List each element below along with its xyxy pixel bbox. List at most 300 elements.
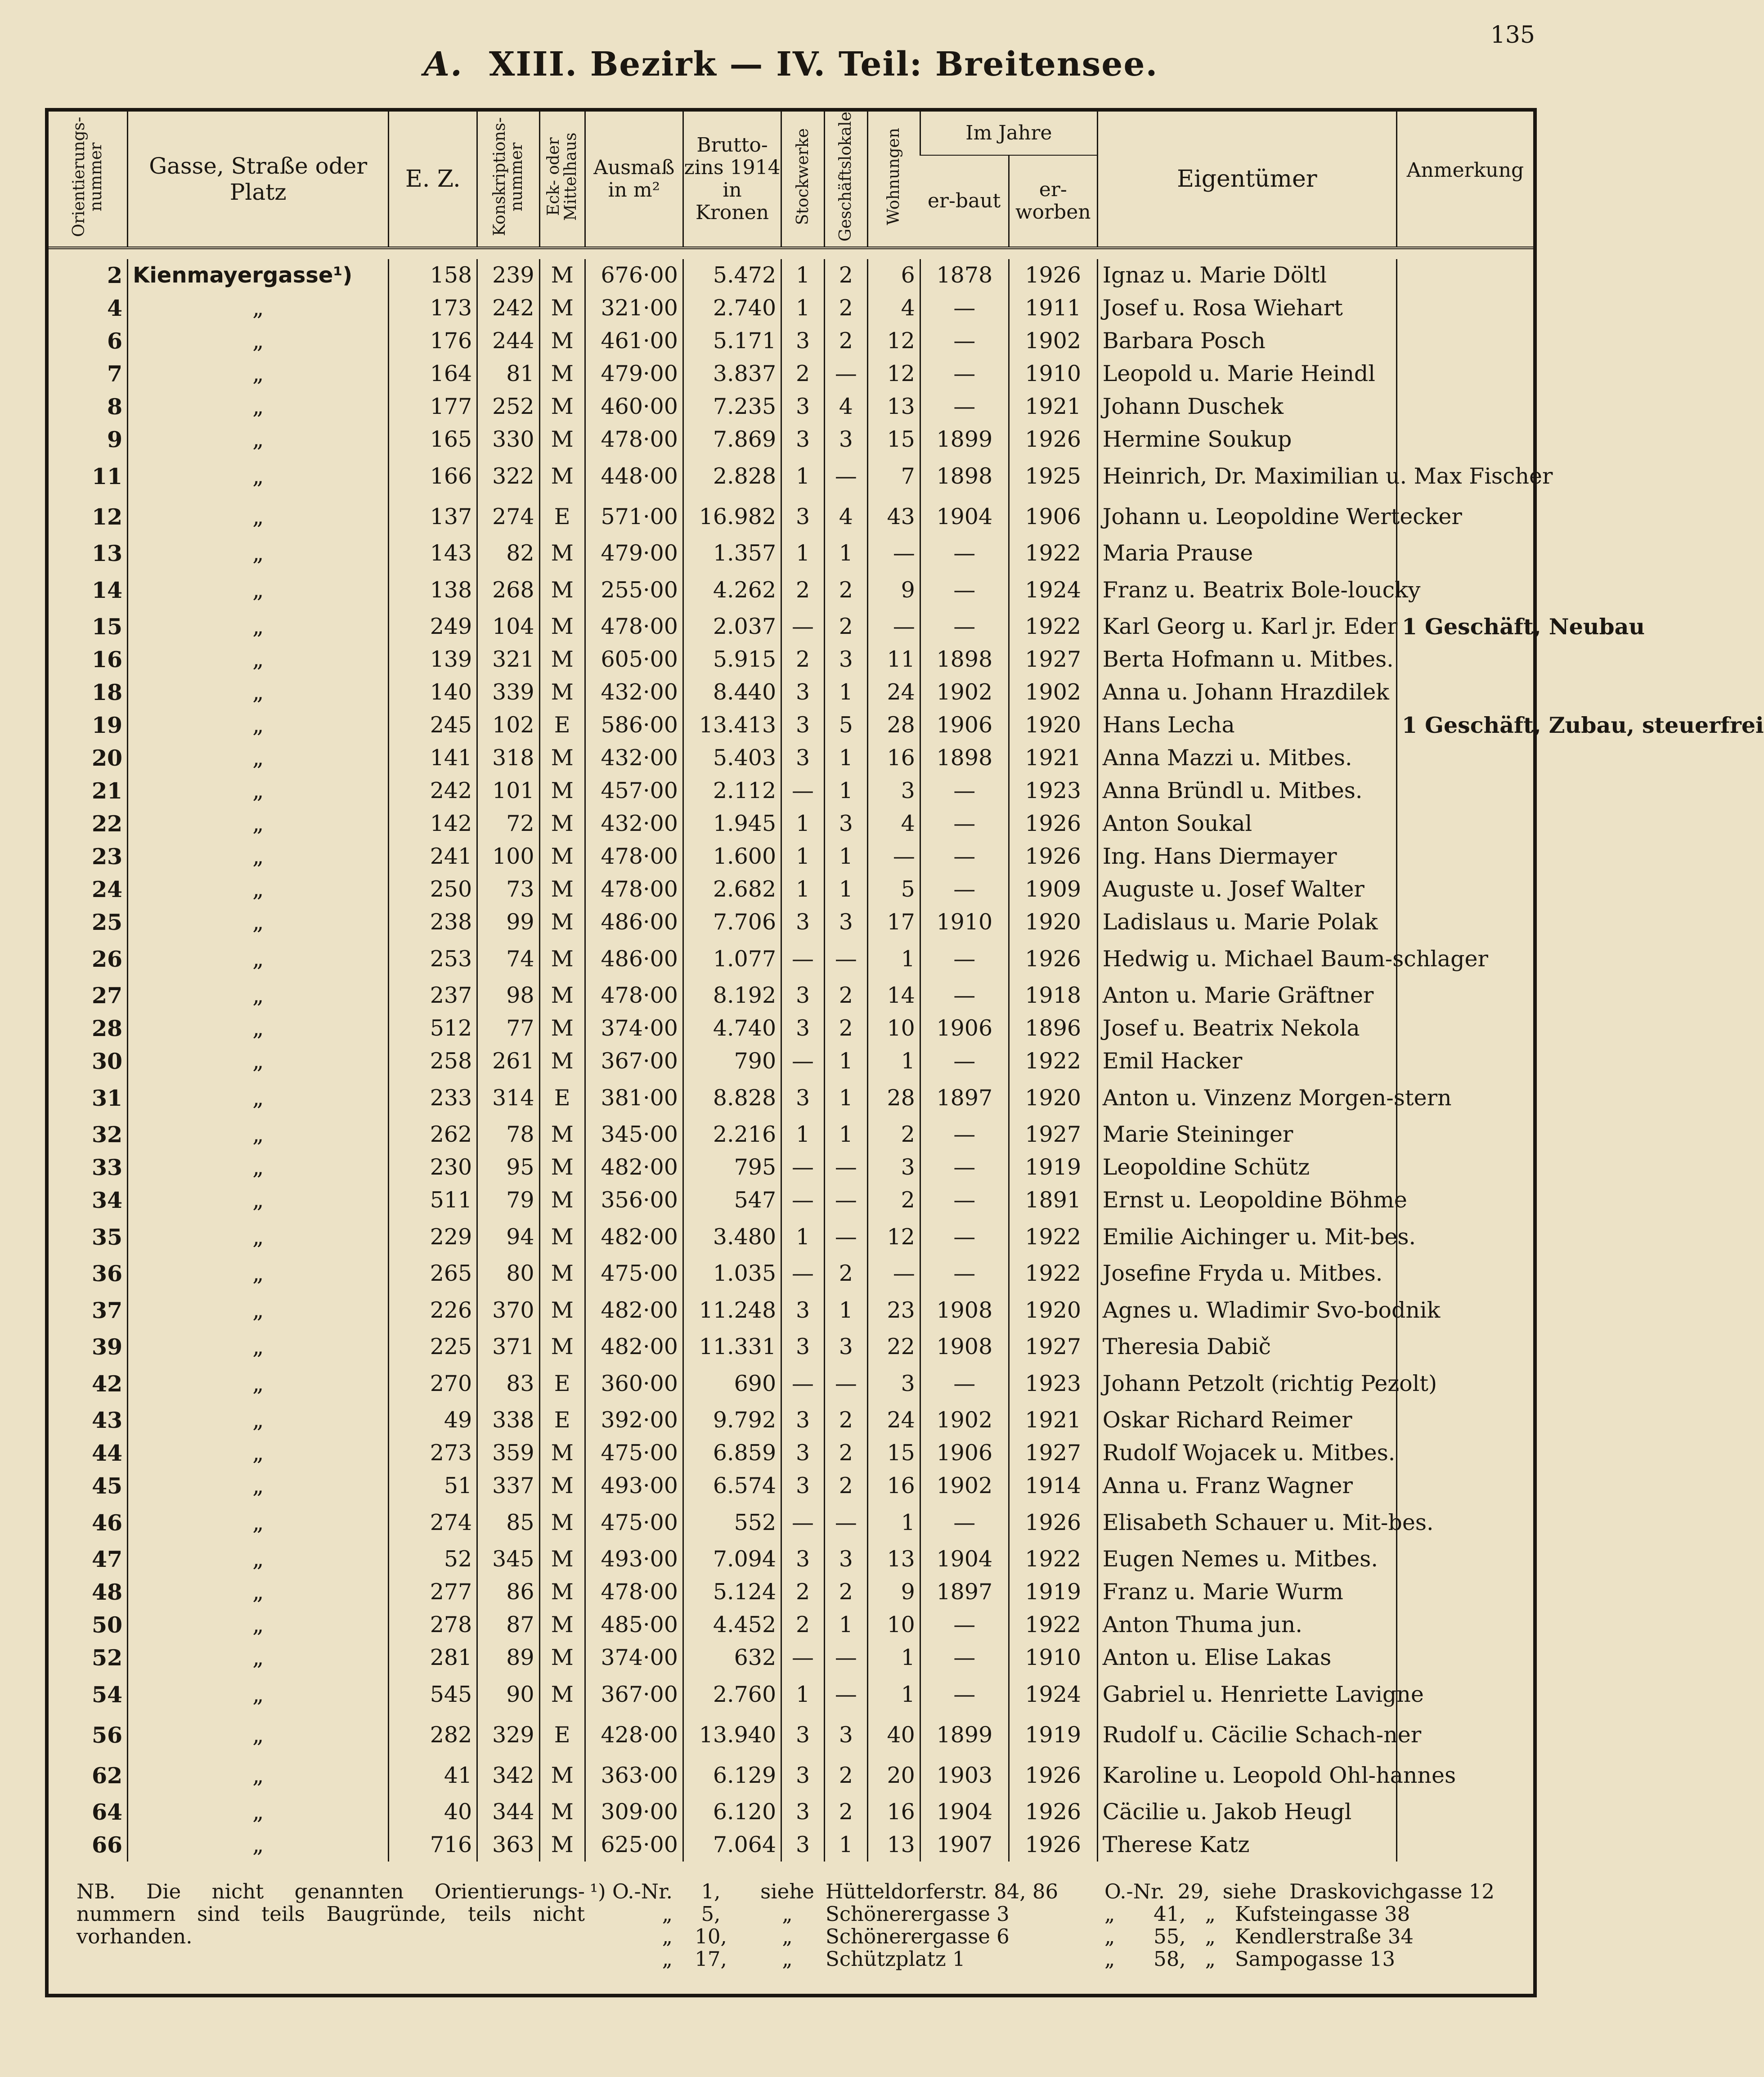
table-row xyxy=(49,497,1533,537)
area-cell: 625·00 xyxy=(585,1829,683,1862)
footnote-d: Schützplatz 1 xyxy=(826,1947,965,1971)
erbaut-cell: 1906 xyxy=(920,1012,1009,1045)
zins-cell: 7.094 xyxy=(683,1543,781,1576)
ez-cell: 281 xyxy=(389,1642,477,1674)
stockwerke-cell: 3 xyxy=(781,979,825,1012)
area-cell: 432·00 xyxy=(585,742,683,775)
note-cell xyxy=(1397,423,1534,456)
konskription-cell: 371 xyxy=(477,1331,539,1364)
area-cell: 605·00 xyxy=(585,643,683,676)
erbaut-cell: 1899 xyxy=(920,1715,1009,1755)
zins-cell: 1.945 xyxy=(683,807,781,840)
wohnungen-cell: 13 xyxy=(867,1829,920,1862)
zins-cell: 4.452 xyxy=(683,1609,781,1642)
erworben-cell: 1926 xyxy=(1009,1796,1097,1829)
footnote-row xyxy=(569,1924,1414,1948)
area-cell: 479·00 xyxy=(585,358,683,390)
table-row xyxy=(49,570,1533,610)
eck-mittel-cell: M xyxy=(539,939,585,979)
table-row xyxy=(49,1012,1533,1045)
erbaut-cell: — xyxy=(920,570,1009,610)
ez-cell: 237 xyxy=(389,979,477,1012)
geschaeft-cell: 3 xyxy=(824,1715,867,1755)
eck-mittel-cell: M xyxy=(539,1184,585,1217)
eck-mittel-cell: M xyxy=(539,1437,585,1470)
area-cell: 478·00 xyxy=(585,1576,683,1609)
eck-mittel-cell: M xyxy=(539,1290,585,1331)
zins-cell: 552 xyxy=(683,1503,781,1543)
erworben-cell: 1909 xyxy=(1009,873,1097,906)
note-cell xyxy=(1397,873,1534,906)
owner-cell: Franz u. Marie Wurm xyxy=(1097,1576,1396,1609)
erbaut-cell: — xyxy=(920,325,1009,358)
row-number: 42 xyxy=(91,1370,123,1397)
wohnungen-cell: 9 xyxy=(867,1576,920,1609)
ez-cell: 51 xyxy=(389,1470,477,1503)
ez-cell: 165 xyxy=(389,423,477,456)
erworben-cell: 1926 xyxy=(1009,939,1097,979)
ez-cell: 512 xyxy=(389,1012,477,1045)
erbaut-cell: 1898 xyxy=(920,643,1009,676)
table-row xyxy=(49,1543,1533,1576)
geschaeft-cell: 4 xyxy=(824,390,867,423)
eck-mittel-cell: M xyxy=(539,610,585,643)
eck-mittel-cell: E xyxy=(539,1078,585,1118)
stockwerke-cell: 3 xyxy=(781,676,825,709)
title-text: XIII. Bezirk — IV. Teil: Breitensee. xyxy=(489,45,1158,84)
zins-cell: 7.706 xyxy=(683,906,781,939)
eck-mittel-cell: M xyxy=(539,906,585,939)
zins-cell: 6.859 xyxy=(683,1437,781,1470)
ez-cell: 49 xyxy=(389,1404,477,1437)
stockwerke-cell: 1 xyxy=(781,873,825,906)
header-anmerkung: Anmerkung xyxy=(1397,112,1534,248)
area-cell: 478·00 xyxy=(585,610,683,643)
zins-cell: 5.472 xyxy=(683,259,781,292)
erworben-cell: 1922 xyxy=(1009,1543,1097,1576)
stockwerke-cell: — xyxy=(781,1151,825,1184)
owner-cell: Ladislaus u. Marie Polak xyxy=(1097,906,1396,939)
area-cell: 475·00 xyxy=(585,1503,683,1543)
row-number: 54 xyxy=(91,1681,123,1708)
street-name: „ xyxy=(128,1217,389,1257)
ez-cell: 233 xyxy=(389,1078,477,1118)
table-row xyxy=(49,1470,1533,1503)
wohnungen-cell: 1 xyxy=(867,1503,920,1543)
ez-cell: 226 xyxy=(389,1290,477,1331)
eck-mittel-cell: M xyxy=(539,873,585,906)
erbaut-cell: — xyxy=(920,939,1009,979)
ez-cell: 273 xyxy=(389,1437,477,1470)
table-row xyxy=(49,1217,1533,1257)
table-row xyxy=(49,1437,1533,1470)
wohnungen-cell: 1 xyxy=(867,1674,920,1715)
stockwerke-cell: 3 xyxy=(781,1715,825,1755)
ez-cell: 250 xyxy=(389,873,477,906)
ez-cell: 138 xyxy=(389,570,477,610)
area-cell: 345·00 xyxy=(585,1118,683,1151)
footnote-row xyxy=(569,1902,1410,1926)
table-row xyxy=(49,456,1533,497)
footnote-e: „ 58, „ Sampogasse 13 xyxy=(1104,1947,1396,1971)
erworben-cell: 1921 xyxy=(1009,742,1097,775)
row-number: 19 xyxy=(91,712,123,739)
ez-cell: 141 xyxy=(389,742,477,775)
row-number: 56 xyxy=(91,1722,123,1748)
street-name: „ xyxy=(128,390,389,423)
eck-mittel-cell: M xyxy=(539,1045,585,1078)
geschaeft-cell: 1 xyxy=(824,775,867,807)
erworben-cell: 1922 xyxy=(1009,537,1097,570)
erbaut-cell: — xyxy=(920,610,1009,643)
street-name: „ xyxy=(128,840,389,873)
note-cell xyxy=(1397,979,1534,1012)
area-cell: 676·00 xyxy=(585,259,683,292)
wohnungen-cell: 16 xyxy=(867,1470,920,1503)
geschaeft-cell: — xyxy=(824,456,867,497)
konskription-cell: 72 xyxy=(477,807,539,840)
eck-mittel-cell: M xyxy=(539,1755,585,1796)
ez-cell: 258 xyxy=(389,1045,477,1078)
header-gasse: Gasse, Straße oder Platz xyxy=(128,112,389,248)
konskription-cell: 73 xyxy=(477,873,539,906)
row-number: 62 xyxy=(91,1762,123,1789)
street-name: „ xyxy=(128,1503,389,1543)
table-row xyxy=(49,1404,1533,1437)
erworben-cell: 1919 xyxy=(1009,1576,1097,1609)
street-name: „ xyxy=(128,1755,389,1796)
erworben-cell: 1927 xyxy=(1009,643,1097,676)
area-cell: 475·00 xyxy=(585,1257,683,1290)
page-number: 135 xyxy=(1490,22,1535,49)
street-name: „ xyxy=(128,709,389,742)
owner-cell: Marie Steininger xyxy=(1097,1118,1396,1151)
erworben-cell: 1924 xyxy=(1009,570,1097,610)
konskription-cell: 81 xyxy=(477,358,539,390)
ez-cell: 173 xyxy=(389,292,477,325)
wohnungen-cell: 1 xyxy=(867,1045,920,1078)
area-cell: 493·00 xyxy=(585,1543,683,1576)
row-number: 33 xyxy=(91,1154,123,1181)
eck-mittel-cell: M xyxy=(539,390,585,423)
geschaeft-cell: 2 xyxy=(824,1755,867,1796)
geschaeft-cell: — xyxy=(824,1364,867,1404)
footnote-row xyxy=(569,1880,1495,1903)
wohnungen-cell: 20 xyxy=(867,1755,920,1796)
area-cell: 486·00 xyxy=(585,939,683,979)
konskription-cell: 82 xyxy=(477,537,539,570)
header-stockwerke: Stockwerke xyxy=(781,112,825,248)
erbaut-cell: 1898 xyxy=(920,456,1009,497)
footnote-d: Schönerergasse 6 xyxy=(826,1924,1010,1948)
eck-mittel-cell: M xyxy=(539,676,585,709)
zins-cell: 790 xyxy=(683,1045,781,1078)
street-name: „ xyxy=(128,1674,389,1715)
konskription-cell: 337 xyxy=(477,1470,539,1503)
konskription-cell: 80 xyxy=(477,1257,539,1290)
wohnungen-cell: 22 xyxy=(867,1331,920,1364)
table-row xyxy=(49,610,1533,643)
eck-mittel-cell: M xyxy=(539,259,585,292)
owner-cell: Emilie Aichinger u. Mit-bes. xyxy=(1097,1217,1396,1257)
wohnungen-cell: 10 xyxy=(867,1012,920,1045)
ez-cell: 274 xyxy=(389,1503,477,1543)
stockwerke-cell: 3 xyxy=(781,1829,825,1862)
owner-cell: Anton Soukal xyxy=(1097,807,1396,840)
row-number: 31 xyxy=(91,1085,123,1111)
erworben-cell: 1926 xyxy=(1009,840,1097,873)
table-row xyxy=(49,1642,1533,1674)
erworben-cell: 1902 xyxy=(1009,676,1097,709)
erbaut-cell: — xyxy=(920,1184,1009,1217)
zins-cell: 4.262 xyxy=(683,570,781,610)
stockwerke-cell: — xyxy=(781,1642,825,1674)
table-row xyxy=(49,1364,1533,1404)
area-cell: 482·00 xyxy=(585,1217,683,1257)
row-number: 36 xyxy=(91,1261,123,1287)
owner-cell: Franz u. Beatrix Bole-loucky xyxy=(1097,570,1396,610)
stockwerke-cell: 3 xyxy=(781,1796,825,1829)
geschaeft-cell: 2 xyxy=(824,292,867,325)
street-name: „ xyxy=(128,1829,389,1862)
note-cell xyxy=(1397,742,1534,775)
geschaeft-cell: — xyxy=(824,1184,867,1217)
stockwerke-cell: 3 xyxy=(781,325,825,358)
wohnungen-cell: 28 xyxy=(867,709,920,742)
konskription-cell: 344 xyxy=(477,1796,539,1829)
erworben-cell: 1923 xyxy=(1009,1364,1097,1404)
eck-mittel-cell: M xyxy=(539,979,585,1012)
ez-cell: 41 xyxy=(389,1755,477,1796)
erworben-cell: 1920 xyxy=(1009,906,1097,939)
row-number: 66 xyxy=(91,1832,123,1858)
erbaut-cell: — xyxy=(920,873,1009,906)
row-number: 23 xyxy=(91,843,123,870)
erworben-cell: 1918 xyxy=(1009,979,1097,1012)
header-erbaut: er-baut xyxy=(927,189,1001,212)
street-name: „ xyxy=(128,939,389,979)
wohnungen-cell: 23 xyxy=(867,1290,920,1331)
table-row xyxy=(49,423,1533,456)
owner-cell: Leopold u. Marie Heindl xyxy=(1097,358,1396,390)
stockwerke-cell: — xyxy=(781,939,825,979)
stockwerke-cell: 1 xyxy=(781,1118,825,1151)
street-name: „ xyxy=(128,1257,389,1290)
ez-cell: 270 xyxy=(389,1364,477,1404)
owner-cell: Agnes u. Wladimir Svo-bodnik xyxy=(1097,1290,1396,1331)
wohnungen-cell: — xyxy=(867,610,920,643)
ez-cell: 278 xyxy=(389,1609,477,1642)
ez-cell: 177 xyxy=(389,390,477,423)
area-cell: 485·00 xyxy=(585,1609,683,1642)
erbaut-cell: 1902 xyxy=(920,676,1009,709)
table-row xyxy=(49,1715,1533,1755)
erworben-cell: 1926 xyxy=(1009,1755,1097,1796)
street-name xyxy=(128,259,389,292)
note-cell xyxy=(1397,325,1534,358)
wohnungen-cell: 5 xyxy=(867,873,920,906)
eck-mittel-cell: M xyxy=(539,325,585,358)
area-cell: 367·00 xyxy=(585,1674,683,1715)
zins-cell: 9.792 xyxy=(683,1404,781,1437)
geschaeft-cell: 2 xyxy=(824,1404,867,1437)
table-row xyxy=(49,676,1533,709)
table-row xyxy=(49,325,1533,358)
erworben-cell: 1921 xyxy=(1009,390,1097,423)
geschaeft-cell: 1 xyxy=(824,1829,867,1862)
owner-cell: Emil Hacker xyxy=(1097,1045,1396,1078)
ez-cell: 277 xyxy=(389,1576,477,1609)
erworben-cell: 1910 xyxy=(1009,358,1097,390)
konskription-cell: 329 xyxy=(477,1715,539,1755)
note-cell xyxy=(1397,1118,1534,1151)
area-cell: 482·00 xyxy=(585,1151,683,1184)
erworben-cell: 1921 xyxy=(1009,1404,1097,1437)
eck-mittel-cell: M xyxy=(539,1796,585,1829)
note-cell xyxy=(1397,1437,1534,1470)
row-number: 11 xyxy=(91,463,123,489)
note-cell xyxy=(1397,1217,1534,1257)
erbaut-cell: — xyxy=(920,292,1009,325)
geschaeft-cell: — xyxy=(824,1674,867,1715)
street-name: „ xyxy=(128,570,389,610)
footnotes xyxy=(569,1880,1495,1971)
street-name: „ xyxy=(128,1404,389,1437)
zins-cell: 795 xyxy=(683,1151,781,1184)
table-row xyxy=(49,979,1533,1012)
zins-cell: 8.828 xyxy=(683,1078,781,1118)
wohnungen-cell: 43 xyxy=(867,497,920,537)
konskription-cell: 322 xyxy=(477,456,539,497)
table-row xyxy=(49,1184,1533,1217)
wohnungen-cell: 12 xyxy=(867,1217,920,1257)
geschaeft-cell: 2 xyxy=(824,610,867,643)
erbaut-cell: 1878 xyxy=(920,259,1009,292)
footnote-c: siehe xyxy=(760,1880,814,1903)
street-name: „ xyxy=(128,1078,389,1118)
geschaeft-cell: 3 xyxy=(824,1543,867,1576)
street-name: „ xyxy=(128,807,389,840)
stockwerke-cell: — xyxy=(781,1184,825,1217)
row-number: 21 xyxy=(91,778,123,804)
erworben-cell: 1922 xyxy=(1009,1257,1097,1290)
owner-cell: Leopoldine Schütz xyxy=(1097,1151,1396,1184)
konskription-cell: 77 xyxy=(477,1012,539,1045)
table-row xyxy=(49,1290,1533,1331)
area-cell: 356·00 xyxy=(585,1184,683,1217)
row-number: 7 xyxy=(107,361,123,387)
stockwerke-cell: 3 xyxy=(781,497,825,537)
stockwerke-cell: 3 xyxy=(781,742,825,775)
footnote-a: ¹) O.-Nr. xyxy=(590,1880,673,1903)
note-cell xyxy=(1397,1609,1534,1642)
konskription-cell: 98 xyxy=(477,979,539,1012)
stockwerke-cell: 3 xyxy=(781,1755,825,1796)
note-cell xyxy=(1397,906,1534,939)
ez-cell: 265 xyxy=(389,1257,477,1290)
stockwerke-cell: 2 xyxy=(781,1576,825,1609)
owner-cell: Theresia Dabič xyxy=(1097,1331,1396,1364)
geschaeft-cell: 4 xyxy=(824,497,867,537)
geschaeft-cell: 2 xyxy=(824,259,867,292)
row-number: 30 xyxy=(91,1048,123,1075)
ez-cell: 139 xyxy=(389,643,477,676)
eck-mittel-cell: M xyxy=(539,1257,585,1290)
area-cell: 432·00 xyxy=(585,676,683,709)
ez-cell: 245 xyxy=(389,709,477,742)
konskription-cell: 74 xyxy=(477,939,539,979)
zins-cell: 2.037 xyxy=(683,610,781,643)
eck-mittel-cell: E xyxy=(539,1364,585,1404)
konskription-cell: 94 xyxy=(477,1217,539,1257)
konskription-cell: 78 xyxy=(477,1118,539,1151)
stockwerke-cell: 3 xyxy=(781,709,825,742)
footnote-b: 1, xyxy=(701,1880,721,1903)
table-row xyxy=(49,537,1533,570)
stockwerke-cell: 1 xyxy=(781,537,825,570)
erworben-cell: 1919 xyxy=(1009,1151,1097,1184)
wohnungen-cell: 14 xyxy=(867,979,920,1012)
zins-cell: 5.171 xyxy=(683,325,781,358)
row-number: 2 xyxy=(107,262,123,289)
area-cell: 374·00 xyxy=(585,1642,683,1674)
table-row xyxy=(49,742,1533,775)
wohnungen-cell: 24 xyxy=(867,676,920,709)
table-row xyxy=(49,1755,1533,1796)
konskription-cell: 99 xyxy=(477,906,539,939)
erbaut-cell: 1902 xyxy=(920,1404,1009,1437)
footnote-b: 5, xyxy=(701,1902,721,1926)
zins-cell: 547 xyxy=(683,1184,781,1217)
konskription-cell: 345 xyxy=(477,1543,539,1576)
stockwerke-cell: — xyxy=(781,610,825,643)
row-number: 46 xyxy=(91,1509,123,1536)
wohnungen-cell: 40 xyxy=(867,1715,920,1755)
konskription-cell: 359 xyxy=(477,1437,539,1470)
table-row xyxy=(49,1045,1533,1078)
row-number: 50 xyxy=(91,1612,123,1638)
area-cell: 457·00 xyxy=(585,775,683,807)
konskription-cell: 339 xyxy=(477,676,539,709)
zins-cell: 11.331 xyxy=(683,1331,781,1364)
row-number: 4 xyxy=(107,295,123,322)
area-cell: 482·00 xyxy=(585,1331,683,1364)
konskription-cell: 239 xyxy=(477,259,539,292)
owner-cell: Ing. Hans Diermayer xyxy=(1097,840,1396,873)
note-cell xyxy=(1397,1543,1534,1576)
row-number: 13 xyxy=(91,540,123,567)
row-number: 37 xyxy=(91,1297,123,1323)
konskription-cell: 274 xyxy=(477,497,539,537)
konskription-cell: 104 xyxy=(477,610,539,643)
ez-cell: 511 xyxy=(389,1184,477,1217)
footnote-d: Hütteldorferstr. 84, 86 xyxy=(826,1880,1059,1903)
note-cell xyxy=(1397,1045,1534,1078)
erworben-cell: 1923 xyxy=(1009,775,1097,807)
header-geschaeftslokale: Geschäftslokale xyxy=(824,112,867,248)
area-cell: 428·00 xyxy=(585,1715,683,1755)
erworben-cell: 1896 xyxy=(1009,1012,1097,1045)
ez-cell: 140 xyxy=(389,676,477,709)
street-name: „ xyxy=(128,1118,389,1151)
zins-cell: 2.740 xyxy=(683,292,781,325)
note-cell xyxy=(1397,1012,1534,1045)
header-konskriptionsnummer: Konskriptions-nummer xyxy=(477,112,539,248)
owner-cell: Hermine Soukup xyxy=(1097,423,1396,456)
owner-cell: Auguste u. Josef Walter xyxy=(1097,873,1396,906)
erbaut-cell: — xyxy=(920,1364,1009,1404)
owner-cell: Josef u. Rosa Wiehart xyxy=(1097,292,1396,325)
